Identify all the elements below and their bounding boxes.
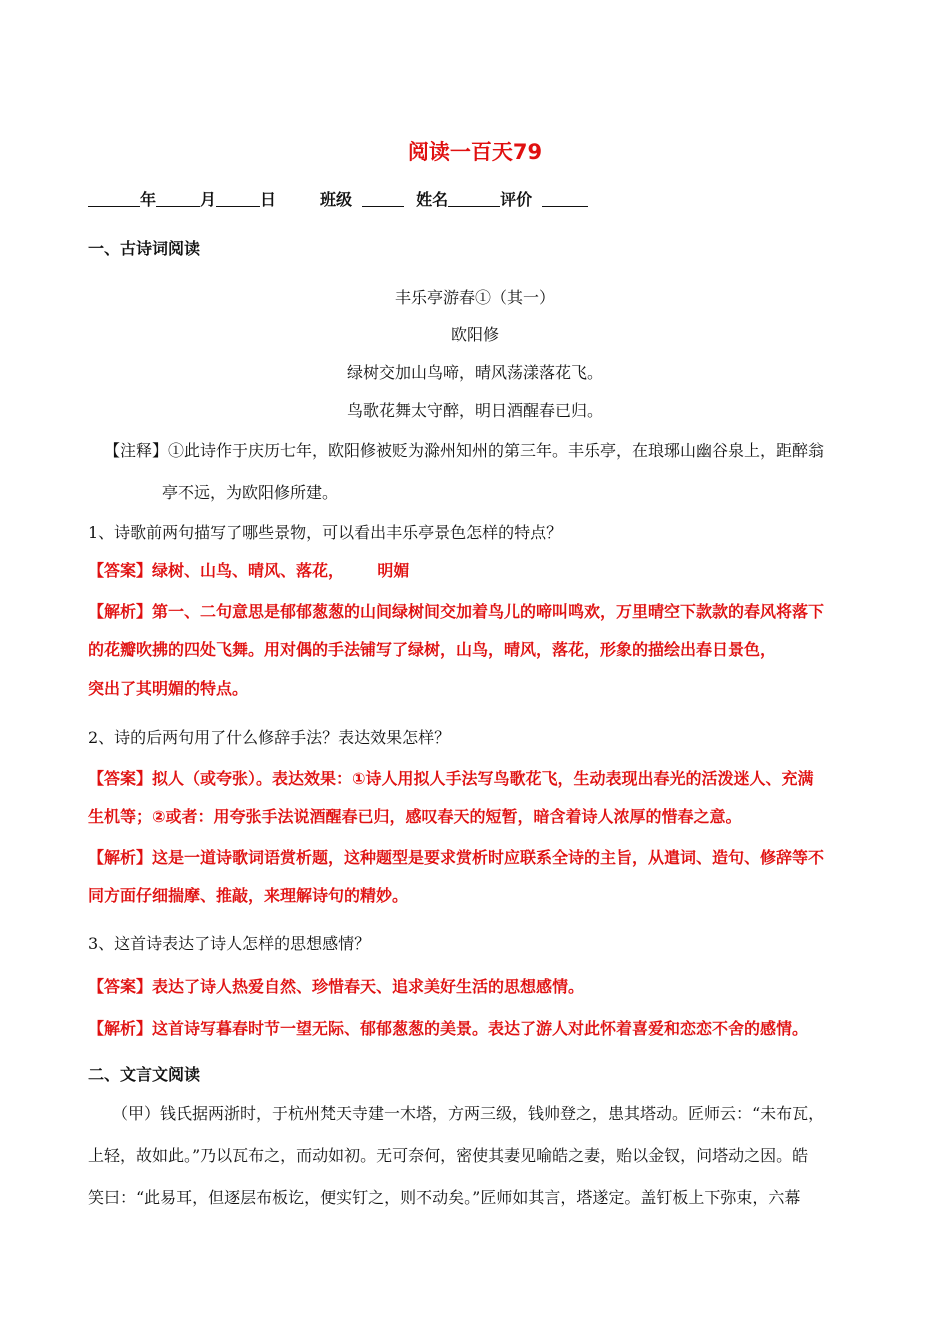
month-blank[interactable] xyxy=(156,190,200,207)
month-label: 月 xyxy=(200,190,217,209)
poem-line-1: 绿树交加山鸟啼，晴风荡漾落花飞。 xyxy=(346,363,603,382)
section2-heading: 二、文言文阅读 xyxy=(88,1065,201,1084)
page-title: 阅读一百天79 xyxy=(407,140,543,164)
classical-text-line-1: （甲）钱氏据两浙时，于杭州梵天寺建一木塔，方两三级，钱帅登之，患其塔动。匠师云：“未布瓦， xyxy=(112,1104,825,1123)
question-2: 2、诗的后两句用了什么修辞手法？表达效果怎样？ xyxy=(88,728,451,747)
q1-answer: 【答案】绿树、山鸟、晴风、落花， 明媚 xyxy=(88,561,410,580)
day-label: 日 xyxy=(260,190,277,209)
class-blank[interactable] xyxy=(362,190,404,207)
q2-answer-line-2: 生机等；②或者：用夸张手法说酒醒春已归，感叹春天的短暂，暗含着诗人浓厚的惜春之意。 xyxy=(88,807,742,826)
day-blank[interactable] xyxy=(216,190,260,207)
section1-heading: 一、古诗词阅读 xyxy=(88,239,201,258)
year-label: 年 xyxy=(140,190,157,209)
name-blank[interactable] xyxy=(448,190,500,207)
poem-author: 欧阳修 xyxy=(450,325,499,344)
q2-analysis-line-2: 同方面仔细揣摩、推敲，来理解诗句的精妙。 xyxy=(88,886,409,905)
q1-analysis-line-3: 突出了其明媚的特点。 xyxy=(88,679,249,698)
name-label: 姓名 xyxy=(416,190,449,209)
header-info-line xyxy=(88,187,588,210)
q1-analysis-line-2: 的花瓣吹拂的四处飞舞。用对偶的手法铺写了绿树，山鸟，晴风，落花，形象的描绘出春日景色， xyxy=(88,640,777,659)
q2-answer-line-1: 【答案】拟人（或夸张）。表达效果：①诗人用拟人手法写鸟歌花飞，生动表现出春光的活泼迷人、充满 xyxy=(88,769,814,788)
poem-line-2: 鸟歌花舞太守醉，明日酒醒春已归。 xyxy=(346,401,603,420)
classical-text-line-2: 上轻，故如此。”乃以瓦布之，而动如初。无可奈何，密使其妻见喻皓之妻，贻以金钗，问塔动之因。皓 xyxy=(88,1146,809,1165)
note-line-1: 【注释】①此诗作于庆历七年，欧阳修被贬为滁州知州的第三年。丰乐亭，在琅琊山幽谷泉上，距醉翁 xyxy=(104,441,825,460)
note-line-2: 亭不远，为欧阳修所建。 xyxy=(162,483,339,502)
eval-blank[interactable] xyxy=(542,190,588,207)
question-1: 1、诗歌前两句描写了哪些景物，可以看出丰乐亭景色怎样的特点？ xyxy=(88,523,563,542)
year-blank[interactable] xyxy=(88,190,140,207)
class-label: 班级 xyxy=(320,190,353,209)
q1-analysis-line-1: 【解析】第一、二句意思是郁郁葱葱的山间绿树间交加着鸟儿的啼叫鸣欢，万里晴空下款款的春风将落下 xyxy=(88,602,825,621)
question-3: 3、这首诗表达了诗人怎样的思想感情？ xyxy=(88,934,371,953)
q3-answer: 【答案】表达了诗人热爱自然、珍惜春天、追求美好生活的思想感情。 xyxy=(88,977,585,996)
classical-text-line-3: 笑曰：“此易耳，但逐层布板讫，便实钉之，则不动矣。”匠师如其言，塔遂定。盖钉板上下弥束，六幕 xyxy=(88,1188,801,1207)
q3-analysis: 【解析】这首诗写暮春时节一望无际、郁郁葱葱的美景。表达了游人对此怀着喜爱和恋恋不舍的感情。 xyxy=(88,1019,809,1038)
eval-label: 评价 xyxy=(500,190,533,209)
poem-title: 丰乐亭游春①（其一） xyxy=(394,288,555,307)
q2-analysis-line-1: 【解析】这是一道诗歌词语赏析题，这种题型是要求赏析时应联系全诗的主旨，从遣词、造句、修辞等不 xyxy=(88,848,825,867)
